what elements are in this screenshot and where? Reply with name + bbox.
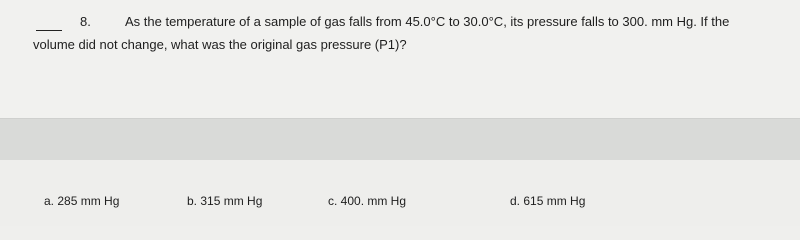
question-block (0, 0, 800, 118)
answer-choice-a[interactable]: a. 285 mm Hg (44, 194, 120, 208)
divider-band (0, 118, 800, 162)
question-number: 8. (80, 14, 91, 29)
answer-blank-line (36, 30, 62, 31)
answer-choices (0, 160, 800, 226)
answer-choice-b[interactable]: b. 315 mm Hg (187, 194, 263, 208)
answer-choice-d[interactable]: d. 615 mm Hg (510, 194, 586, 208)
question-text-line-1: As the temperature of a sample of gas falls from 45.0°C to 30.0°C, its pressure falls to 300. mm Hg. If the (125, 14, 730, 29)
question-text-line-2: volume did not change, what was the original gas pressure (P1)? (33, 37, 407, 52)
answer-choice-c[interactable]: c. 400. mm Hg (328, 194, 407, 208)
